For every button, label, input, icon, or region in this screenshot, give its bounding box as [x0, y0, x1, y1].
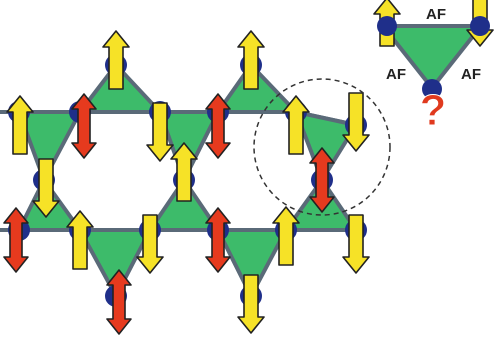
spin-arrow-down — [238, 275, 264, 333]
label-af-top: AF — [426, 6, 446, 23]
frustrated-triangle-inset — [374, 0, 493, 135]
question-mark: ? — [419, 86, 447, 135]
inset-site — [377, 16, 397, 36]
spin-arrow-both — [72, 94, 96, 158]
inset-site — [470, 16, 490, 36]
label-af-left: AF — [386, 66, 406, 83]
spin-arrow-both — [4, 208, 28, 272]
label-af-right: AF — [461, 66, 481, 83]
